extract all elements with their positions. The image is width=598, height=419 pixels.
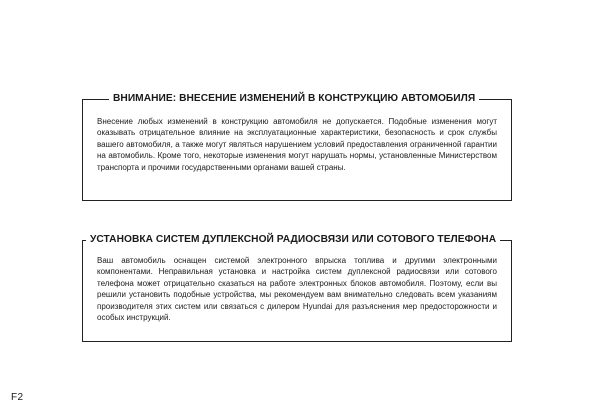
radio-installation-box xyxy=(82,234,512,342)
page-number: F2 xyxy=(11,392,24,403)
modification-warning-text: Внесение любых изменений в конструкцию автомобиля не допускается. Подобные изменения могут оказывать отрицательное влияние на эксплуатационные характеристики, безопасность и срок службы вашего автомобиля, а также могут являться нарушением условий предоставления ограниченной гарантии на автомобиль. Кроме того, некоторые изменения могут нарушать нормы, установленные Министерством транспорта и прочими государственными органами вашей страны. xyxy=(97,117,497,172)
modification-warning-box xyxy=(82,93,512,201)
radio-installation-title: УСТАНОВКА СИСТЕМ ДУПЛЕКСНОЙ РАДИОСВЯЗИ ИЛИ СОТОВОГО ТЕЛЕФОНА xyxy=(86,233,500,247)
radio-installation-text: Ваш автомобиль оснащен системой электронного впрыска топлива и другими электронными компонентами. Неправильная установка и настройка систем дуплексной радиосвязи или сотового телефона может отрицательно сказаться на работе электронных блоков автомобиля. Поэтому, если вы решили установить подобные устройства, мы рекомендуем вам внимательно следовать всем указаниям производителя этих систем или связаться с дилером Hyundai для разъяснения мер предосторожности и особых инструкций. xyxy=(97,256,497,323)
modification-warning-title: ВНИМАНИЕ: ВНЕСЕНИЕ ИЗМЕНЕНИЙ В КОНСТРУКЦИЮ АВТОМОБИЛЯ xyxy=(109,92,479,106)
